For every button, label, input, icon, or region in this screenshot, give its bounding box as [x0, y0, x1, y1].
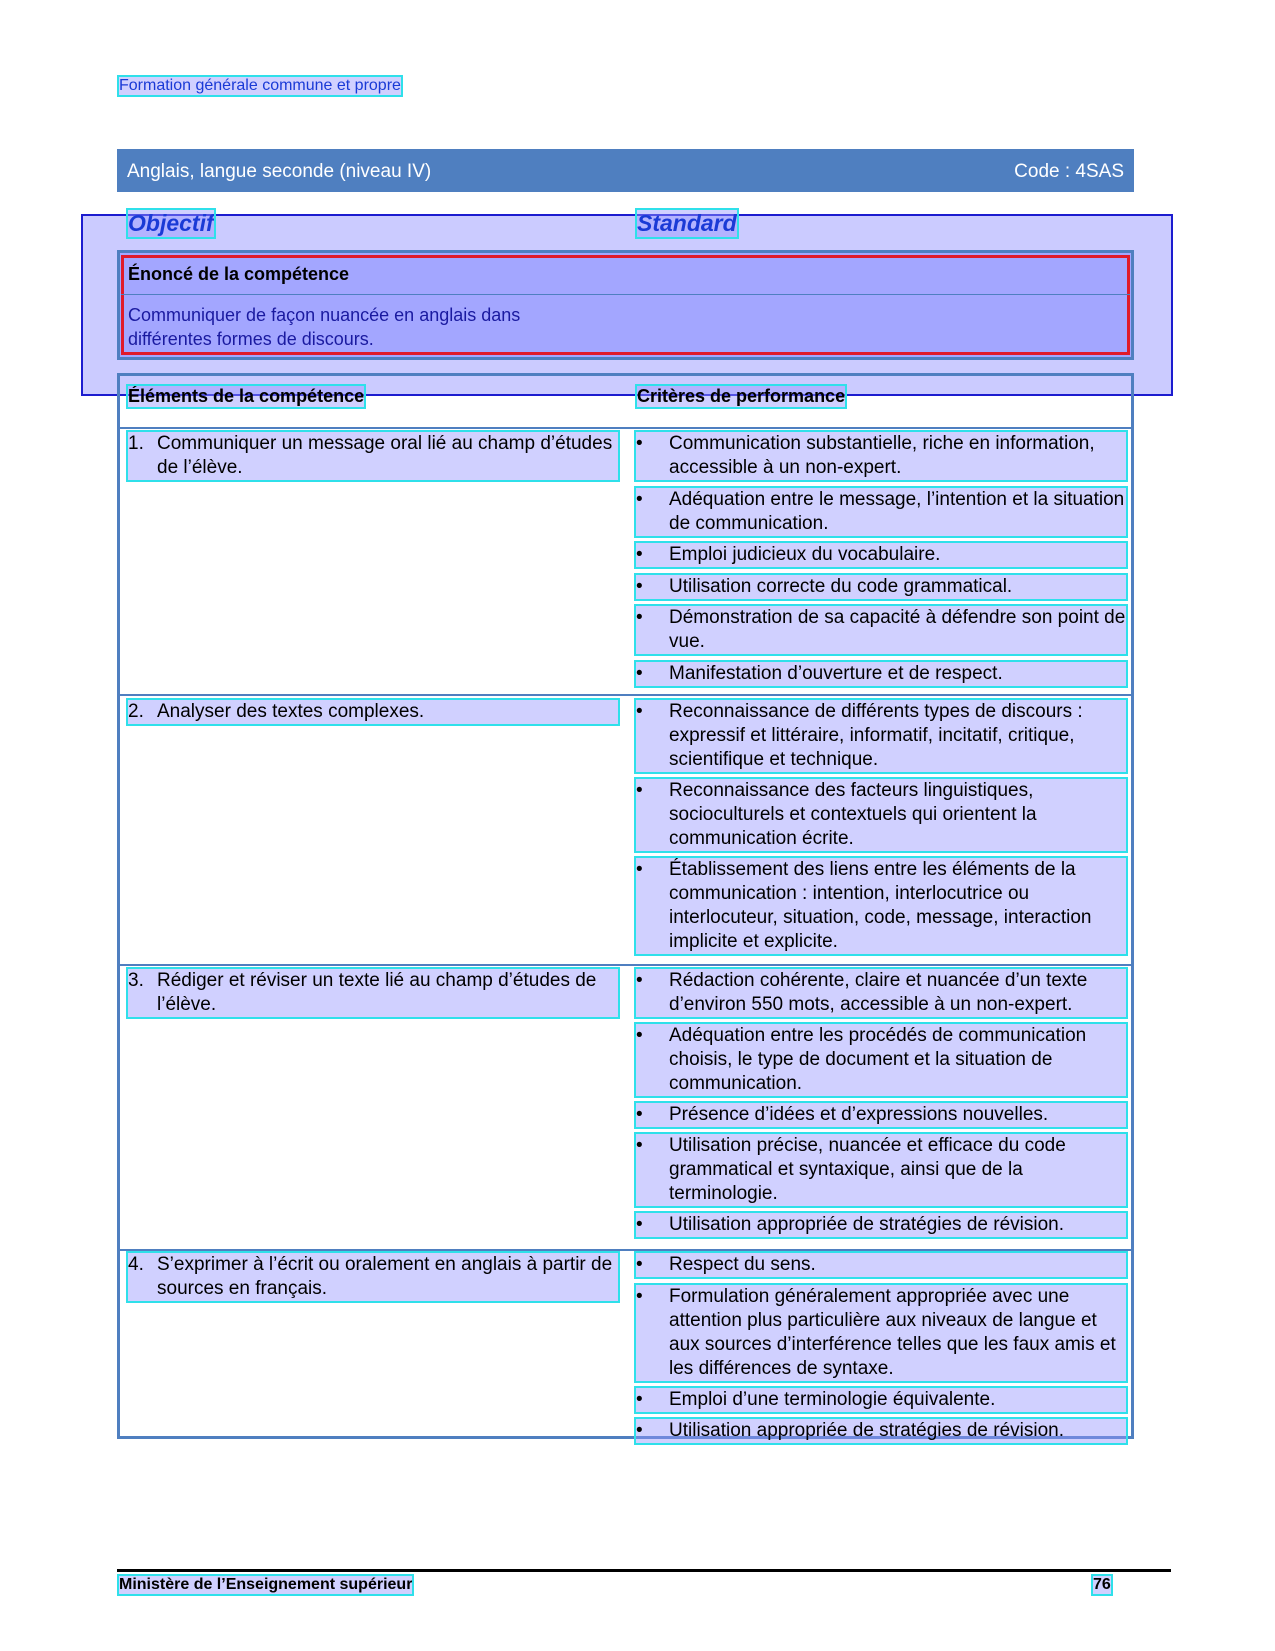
bullet-icon: •	[636, 970, 643, 991]
criterion-item	[636, 1213, 1126, 1237]
competency-statement-title: Énoncé de la compétence	[128, 264, 350, 284]
element-text: Analyser des textes complexes.	[157, 701, 425, 722]
criterion-text: Emploi d’une terminologie équivalente.	[669, 1389, 996, 1410]
criterion-item	[636, 858, 1126, 954]
criterion-text: Présence d’idées et d’expressions nouvelles.	[669, 1104, 1049, 1125]
criterion-text: Manifestation d’ouverture et de respect.	[669, 663, 1003, 684]
elements-column-header: Éléments de la compétence	[128, 386, 365, 406]
criterion-text: Adéquation entre le message, l’intention et la situation de communication.	[669, 489, 1125, 534]
divider	[121, 294, 1130, 295]
bullet-icon: •	[636, 1420, 643, 1441]
row-divider	[117, 964, 1134, 966]
bullet-icon: •	[636, 780, 643, 801]
criterion-item	[636, 543, 1126, 567]
criterion-item	[636, 700, 1126, 772]
criterion-text: Démonstration de sa capacité à défendre son point de vue.	[669, 607, 1126, 652]
competency-element	[128, 1253, 618, 1301]
element-number: 2.	[128, 701, 144, 722]
criterion-text: Utilisation correcte du code grammatical.	[669, 576, 1013, 597]
element-text: S’exprimer à l’écrit ou oralement en anglais à partir de sources en français.	[157, 1254, 613, 1299]
competency-element	[128, 969, 618, 1017]
course-banner	[117, 149, 1134, 192]
criterion-item	[636, 1419, 1126, 1443]
criterion-item	[636, 1388, 1126, 1412]
bullet-icon: •	[636, 607, 643, 628]
page-number: 76	[1093, 1576, 1111, 1593]
criterion-text: Emploi judicieux du vocabulaire.	[669, 544, 941, 565]
bullet-icon: •	[636, 663, 643, 684]
criterion-text: Établissement des liens entre les éléments de la communication : intention, interlocutrice ou interlocuteur, situation, code, message, interaction implicite et explicite.	[669, 859, 1092, 952]
standard-heading: Standard	[637, 210, 737, 236]
element-number: 1.	[128, 433, 144, 454]
table-header-divider	[117, 427, 1134, 429]
criterion-item	[636, 432, 1126, 480]
bullet-icon: •	[636, 1214, 643, 1235]
row-divider	[117, 694, 1134, 696]
bullet-icon: •	[636, 1389, 643, 1410]
criterion-item	[636, 1024, 1126, 1096]
section-label: Formation générale commune et propre	[119, 77, 401, 94]
criterion-item	[636, 662, 1126, 686]
footer-rule	[117, 1569, 1171, 1572]
element-number: 4.	[128, 1254, 144, 1275]
bullet-icon: •	[636, 1135, 643, 1156]
competency-statement-text: Communiquer de façon nuancée en anglais dans différentes formes de discours.	[128, 305, 521, 349]
criterion-item	[636, 1253, 1126, 1277]
competency-element	[128, 700, 618, 724]
bullet-icon: •	[636, 1025, 643, 1046]
element-number: 3.	[128, 970, 144, 991]
element-text: Rédiger et réviser un texte lié au champ d’études de l’élève.	[157, 970, 597, 1015]
criterion-text: Reconnaissance de différents types de discours : expressif et littéraire, informatif, incitatif, critique, scientifique et technique.	[669, 701, 1083, 770]
element-text: Communiquer un message oral lié au champ d’études de l’élève.	[157, 433, 613, 478]
bullet-icon: •	[636, 433, 643, 454]
bullet-icon: •	[636, 1286, 643, 1307]
criterion-item	[636, 1285, 1126, 1381]
criteria-column-header: Critères de performance	[637, 386, 846, 406]
criterion-item	[636, 1134, 1126, 1206]
bullet-icon: •	[636, 489, 643, 510]
footer-ministry: Ministère de l’Enseignement supérieur	[119, 1576, 413, 1593]
criterion-text: Communication substantielle, riche en information, accessible à un non-expert.	[669, 433, 1095, 478]
criterion-text: Respect du sens.	[669, 1254, 816, 1275]
criterion-item	[636, 1103, 1126, 1127]
criterion-item	[636, 488, 1126, 536]
criterion-item	[636, 969, 1126, 1017]
objective-heading: Objectif	[128, 210, 214, 236]
competency-element	[128, 432, 618, 480]
course-code: Code : 4SAS	[1014, 161, 1124, 182]
criterion-text: Adéquation entre les procédés de communication choisis, le type de document et la situation de communication.	[669, 1025, 1087, 1094]
criterion-text: Rédaction cohérente, claire et nuancée d’un texte d’environ 550 mots, accessible à un non-expert.	[669, 970, 1088, 1015]
bullet-icon: •	[636, 1254, 643, 1275]
bullet-icon: •	[636, 859, 643, 880]
row-divider	[117, 1249, 1134, 1251]
course-title: Anglais, langue seconde (niveau IV)	[127, 161, 432, 182]
criterion-item	[636, 575, 1126, 599]
bullet-icon: •	[636, 1104, 643, 1125]
criterion-text: Formulation généralement appropriée avec une attention plus particulière aux niveaux de langue et aux sources d’interférence telles que les faux amis et les différences de syntaxe.	[669, 1286, 1116, 1379]
bullet-icon: •	[636, 544, 643, 565]
criterion-item	[636, 606, 1126, 654]
criterion-text: Utilisation appropriée de stratégies de révision.	[669, 1420, 1064, 1441]
bullet-icon: •	[636, 701, 643, 722]
criterion-text: Utilisation appropriée de stratégies de révision.	[669, 1214, 1064, 1235]
criterion-text: Utilisation précise, nuancée et efficace du code grammatical et syntaxique, ainsi que de la terminologie.	[669, 1135, 1066, 1204]
criterion-text: Reconnaissance des facteurs linguistiques, socioculturels et contextuels qui orientent la communication écrite.	[669, 780, 1037, 849]
criterion-item	[636, 779, 1126, 851]
bullet-icon: •	[636, 576, 643, 597]
